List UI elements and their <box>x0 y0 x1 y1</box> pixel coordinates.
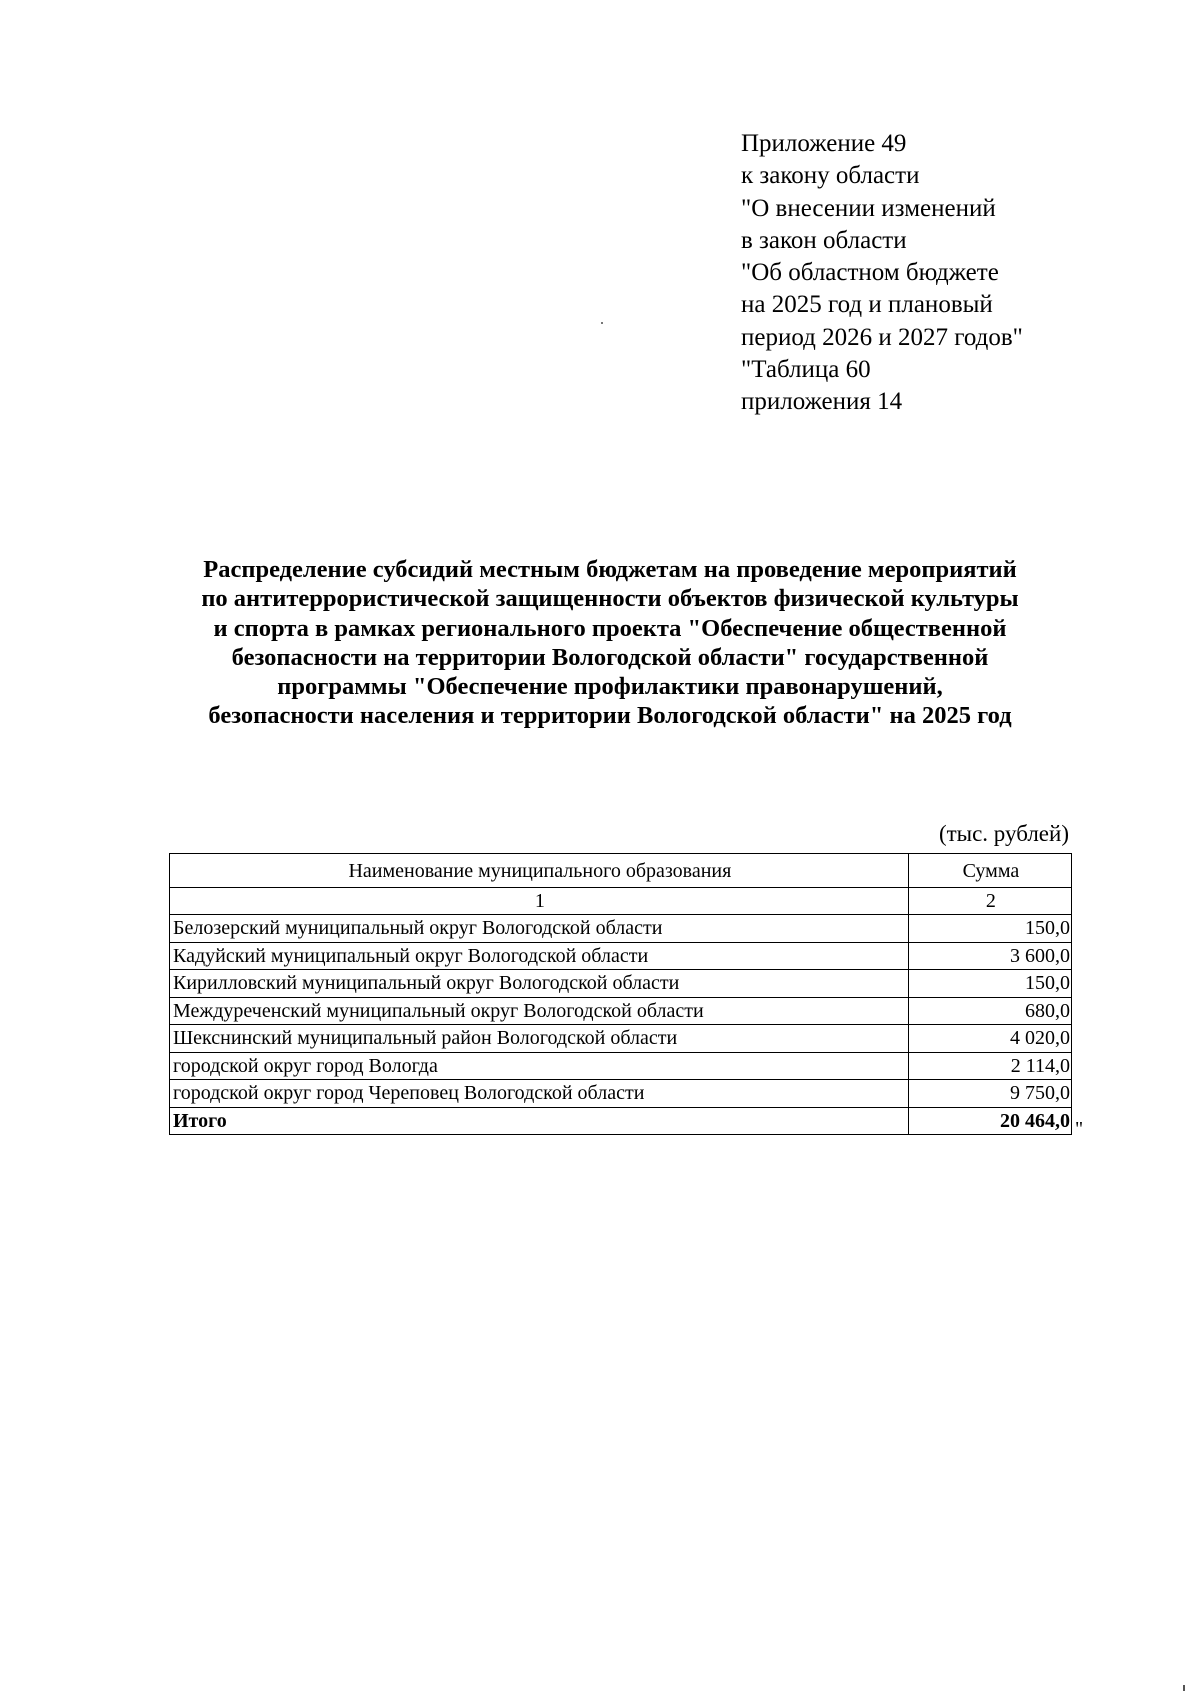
table-row <box>170 997 1072 1025</box>
subsidy-amount: 9 750,0 <box>908 1080 1071 1108</box>
appendix-line: "Об областном бюджете <box>741 259 999 287</box>
subsidy-amount: 150,0 <box>908 970 1071 998</box>
subsidy-allocation-table <box>169 853 1072 1135</box>
appendix-line: приложения 14 <box>741 388 903 416</box>
title-line: Распределение субсидий местным бюджетам на проведение мероприятий <box>203 556 1017 583</box>
appendix-line: "Таблица 60 <box>741 356 871 384</box>
municipality-name: Междуреченский муниципальный округ Вологодской области <box>170 997 909 1025</box>
title-line: и спорта в рамках регионального проекта "Обеспечение общественной <box>213 614 1007 642</box>
document-title <box>150 555 1070 731</box>
title-line: безопасности населения и территории Вологодской области" на 2025 год <box>208 702 1012 730</box>
subsidy-amount: 2 114,0 <box>908 1052 1071 1080</box>
table-total-row <box>170 1107 1072 1135</box>
column-number-name: 1 <box>170 888 909 915</box>
column-number-amount: 2 <box>908 888 1071 915</box>
municipality-name: городской округ город Вологда <box>170 1052 909 1080</box>
scan-speck <box>601 322 603 324</box>
column-header-amount: Сумма <box>908 854 1071 888</box>
appendix-line: "О внесении изменений <box>741 194 996 222</box>
total-label: Итого <box>170 1107 909 1135</box>
table-row <box>170 1052 1072 1080</box>
closing-quote-mark: " <box>1075 1118 1084 1140</box>
title-line: безопасности на территории Вологодской области" государственной <box>231 643 989 671</box>
municipality-name: Белозерский муниципальный округ Вологодской области <box>170 915 909 943</box>
subsidy-amount: 3 600,0 <box>908 942 1071 970</box>
subsidy-amount: 150,0 <box>908 915 1071 943</box>
table-header-row <box>170 854 1072 888</box>
total-amount: 20 464,0 <box>908 1107 1071 1135</box>
units-label: (тыс. рублей) <box>938 821 1069 846</box>
table-row <box>170 1080 1072 1108</box>
subsidy-amount: 680,0 <box>908 997 1071 1025</box>
appendix-line: период 2026 и 2027 годов" <box>741 323 1023 351</box>
table-row <box>170 1025 1072 1053</box>
scan-corner-mark <box>1183 1685 1185 1691</box>
appendix-line: Приложение 49 <box>741 130 907 157</box>
appendix-line: в закон области <box>741 226 907 254</box>
appendix-line: на 2025 год и плановый <box>741 291 993 319</box>
municipality-name: Шекснинский муниципальный район Вологодской области <box>170 1025 909 1053</box>
column-number-row <box>170 888 1072 915</box>
table-row <box>170 970 1072 998</box>
municipality-name: городской округ город Череповец Вологодской области <box>170 1080 909 1108</box>
title-line: по антитеррористической защищенности объектов физической культуры <box>201 585 1019 613</box>
municipality-name: Кирилловский муниципальный округ Вологодской области <box>170 970 909 998</box>
subsidy-amount: 4 020,0 <box>908 1025 1071 1053</box>
column-header-name: Наименование муниципального образования <box>170 854 909 888</box>
table-row <box>170 915 1072 943</box>
title-line: программы "Обеспечение профилактики правонарушений, <box>277 673 943 701</box>
appendix-line: к закону области <box>741 162 920 190</box>
appendix-reference-block <box>741 128 1101 419</box>
table-row <box>170 942 1072 970</box>
municipality-name: Кадуйский муниципальный округ Вологодской области <box>170 942 909 970</box>
